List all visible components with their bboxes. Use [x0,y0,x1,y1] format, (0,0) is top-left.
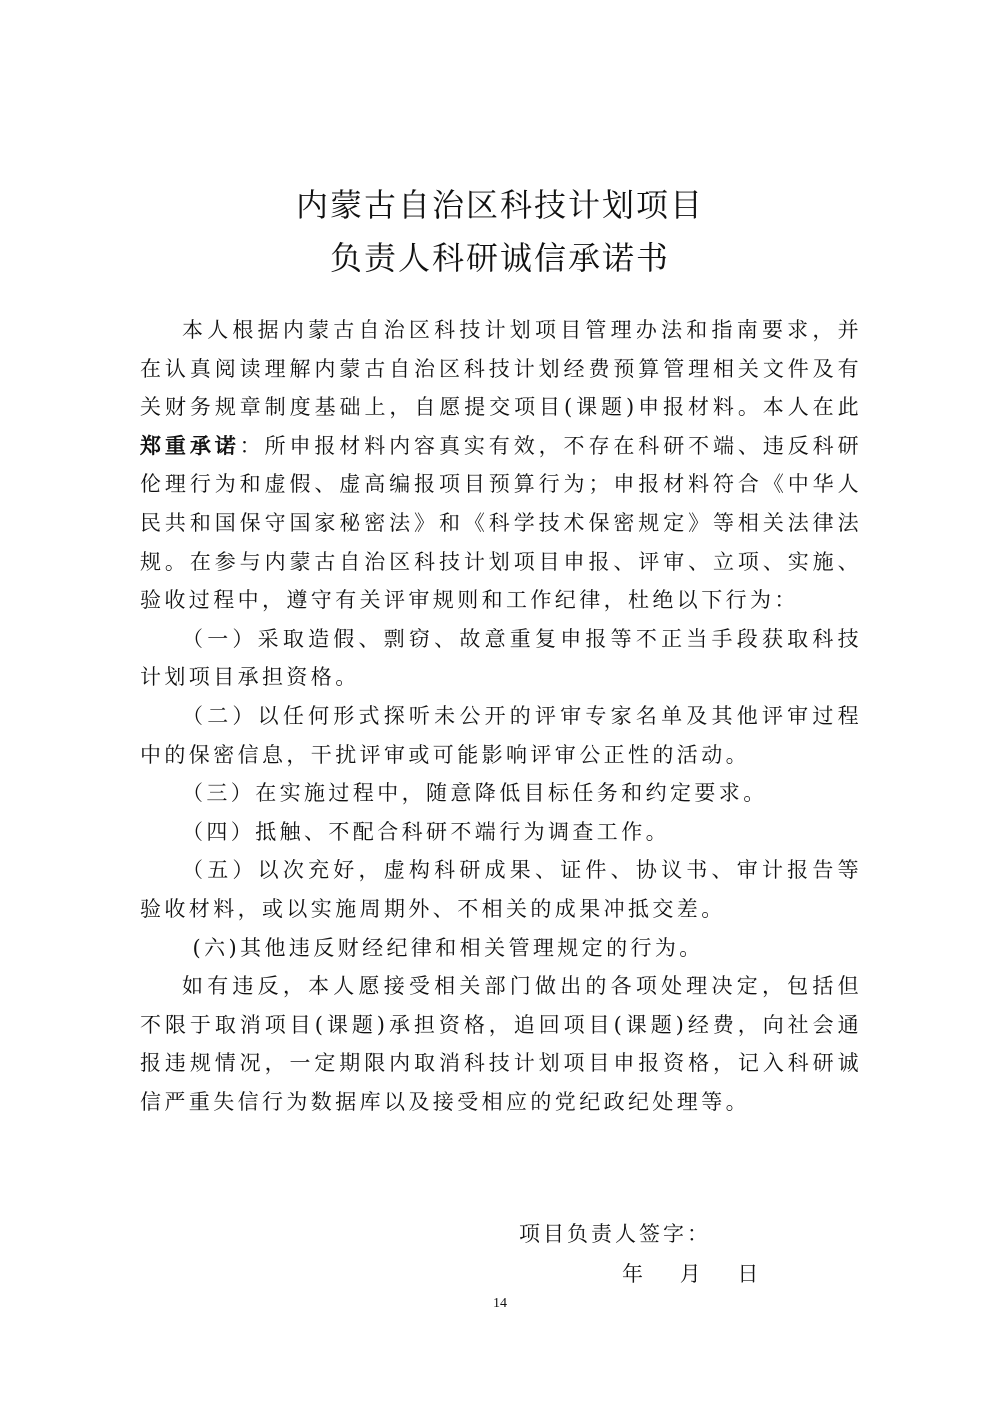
list-item: （一）采取造假、剽窃、故意重复申报等不正当手段获取科技计划项目承担资格。 [140,626,862,690]
page-number: 14 [493,1296,507,1311]
intro-paragraph [140,311,862,620]
list-item: （五）以次充好，虚构科研成果、证件、协议书、审计报告等验收材料，或以实施周期外、不相关的成果冲抵交差。 [140,858,862,921]
list-item: （二）以任何形式探听未公开的评审专家名单及其他评审过程中的保密信息，干扰评审或可能影响评审公正性的活动。 [140,703,862,767]
intro-rest: ：所申报材料内容真实有效，不存在科研不端、违反科研伦理行为和虚假、虚高编报项目预算行为；申报材料符合《中华人民共和国保守国家秘密法》和《科学技术保密规定》等相关法律法规。在参与内蒙古自治区科技计划项目申报、评审、立项、实施、验收过程中，遵守有关评审规则和工作纪律，杜绝以下行为： [140,433,862,613]
date-line [622,1258,758,1288]
document-body [140,311,862,1121]
date-day-label: 日 [737,1262,759,1286]
document-title-line-1: 内蒙古自治区科技计划项目 [295,186,704,224]
closing-paragraph: 如有违反，本人愿接受相关部门做出的各项处理决定，包括但不限于取消项目(课题)承担资格，追回项目(课题)经费，向社会通报违规情况，一定期限内取消科技计划项目申报资格，记入科研诚信严重失信行为数据库以及接受相应的党纪政纪处理等。 [140,974,862,1114]
list-item: （三）在实施过程中，随意降低目标任务和约定要求。 [182,781,768,806]
intro-lead: 本人根据内蒙古自治区科技计划项目管理办法和指南要求，并在认真阅读理解内蒙古自治区科技计划经费预算管理相关文件及有关财务规章制度基础上，自愿提交项目(课题)申报材料。本人在此 [140,318,862,420]
intro-emphasis: 郑重承诺 [140,432,240,458]
signature-label: 项目负责人签字： [519,1222,711,1246]
list-item: （四）抵触、不配合科研不端行为调查工作。 [182,819,670,844]
document-title-line-2: 负责人科研诚信承诺书 [329,239,670,277]
list-item: (六)其他违反财经纪律和相关管理规定的行为。 [192,935,704,960]
date-month-label: 月 [679,1262,701,1286]
date-year-label: 年 [622,1262,643,1286]
